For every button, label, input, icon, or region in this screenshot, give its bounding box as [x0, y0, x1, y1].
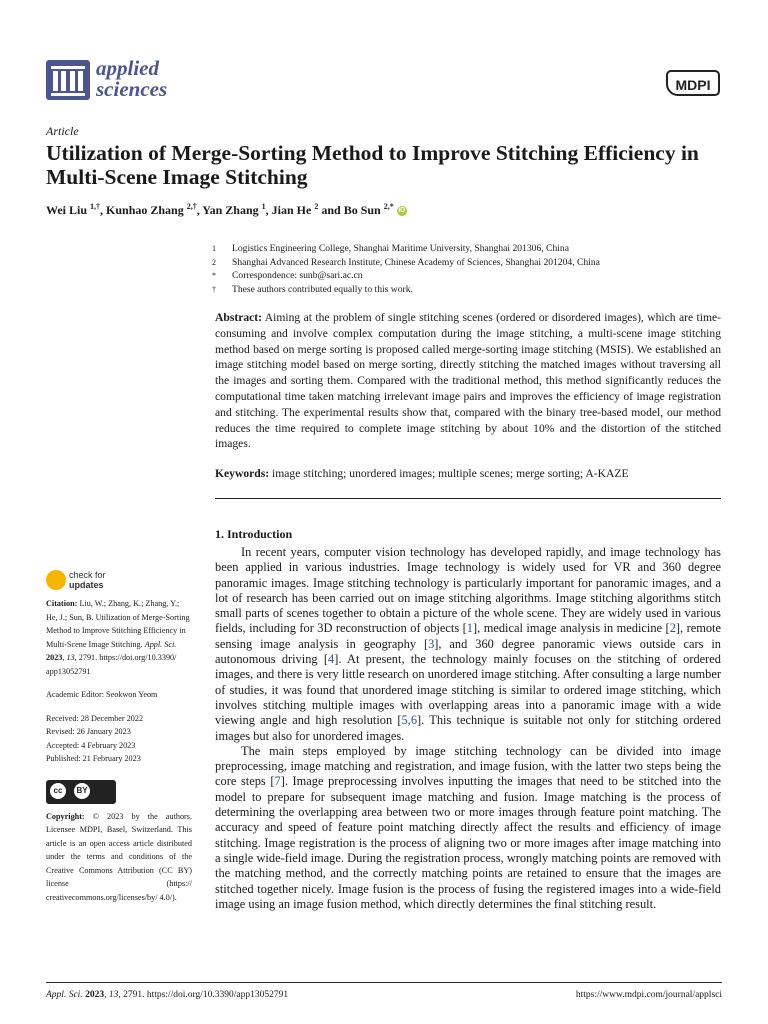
- orcid-icon[interactable]: iD: [398, 207, 406, 215]
- author-name[interactable]: Wei Liu: [46, 203, 88, 217]
- academic-editor: Academic Editor: Seokwon Yeom: [46, 690, 158, 699]
- affiliation-mark: †: [212, 284, 216, 294]
- affiliation-text: Shanghai Advanced Research Institute, Chinese Academy of Sciences, Shanghai 201204, China: [232, 256, 600, 268]
- creative-commons-icon: cc: [50, 783, 66, 799]
- author-name[interactable]: Kunhao Zhang: [106, 203, 184, 217]
- cc-by-license-badge[interactable]: [46, 780, 116, 804]
- footer-citation: Appl. Sci. 2023, 13, 2791. https://doi.org/10.3390/app13052791: [46, 990, 289, 1000]
- journal-url[interactable]: https://www.mdpi.com/journal/applsci: [575, 990, 722, 1000]
- abstract-text: Aiming at the problem of single stitching scenes (ordered or disordered images), which are time-consuming and involve complex computation during the image stitching, a multi-scene image stitching method based on merge sorting is proposed called merge-sorting image stitching (MSIS). We established an image stitching model based on merge sorting, directly stitching the matched images without traversing all the images and sorting them. Compared with the traditional method, this method significantly reduces the computational time taken matching irrelevant image pairs and improves the efficiency of image registration and stitching. The experimental results show that, compared with the binary tree-based model, our method reduces the time required to complete image stitching by about 10% and the distortion of the stitched images.: [215, 311, 721, 451]
- journal-name-line2: sciences: [96, 77, 168, 101]
- text-run: The main steps employed by image stitching technology can be divided into image preprocessing, image matching and registration, and image fusion, with the latter two steps being the core steps [: [215, 743, 721, 789]
- affiliation-item: [212, 256, 722, 270]
- citation-link[interactable]: 7: [274, 774, 281, 789]
- author-separator: ,: [100, 203, 107, 217]
- citation-year: 2023: [46, 653, 63, 662]
- author-separator: ,: [265, 203, 272, 217]
- section-heading-introduction: 1. Introduction: [215, 527, 293, 541]
- received-date: Received: 28 December 2022: [46, 713, 144, 723]
- author-name[interactable]: Yan Zhang: [202, 203, 259, 217]
- published-date: Published: 21 February 2023: [46, 754, 141, 763]
- citation-link[interactable]: 2: [669, 621, 676, 636]
- affiliation-mark: 2: [212, 257, 216, 267]
- footer-volume: 13: [108, 990, 119, 1000]
- author-list: [46, 202, 407, 218]
- footer-doi[interactable]: , 2791. https://doi.org/10.3390/app13052791: [118, 990, 289, 1000]
- paragraph: [215, 744, 721, 912]
- citation-journal: Appl. Sci.: [144, 639, 177, 649]
- article-type: Article: [46, 124, 79, 138]
- affiliations: [212, 242, 722, 296]
- author-name[interactable]: Jian He: [271, 203, 312, 217]
- revised-date: Revised: 26 January 2023: [46, 727, 131, 736]
- author-separator: and: [318, 203, 344, 217]
- sidebar-metadata: [46, 597, 192, 904]
- journal-name: [96, 58, 167, 100]
- copyright-text: © 2023 by the authors. Licensee MDPI, Basel, Switzerland. This article is an open access article distributed under the terms and conditions of the Creative Commons Attribution (CC BY) license (https:// creativecommons.org/licenses/by/ 4.0/).: [46, 811, 192, 902]
- check-updates-line1: check for: [69, 570, 106, 580]
- text-run: ], remote sensing image analysis in geography [: [215, 621, 721, 651]
- citation-link[interactable]: 5,6: [401, 713, 418, 728]
- author-affil-sup: 1: [261, 202, 266, 211]
- author-affil-sup: 2: [314, 202, 319, 211]
- citation-link[interactable]: 3: [428, 636, 435, 651]
- applied-sciences-columns-icon: [46, 60, 90, 100]
- text-run: ], and 360 degree panoramic views outside cars in autonomous driving [: [215, 636, 721, 667]
- author-affil-sup: 1,†: [90, 202, 101, 211]
- author-affil-sup: 2,*: [383, 202, 394, 211]
- text-run: ]. At present, the technology mainly focuses on the stitching of ordered images, and there is very little research on unordered image stitching. After consulting a large number of studies, it was found that unordered image stitching is similar to ordered image stitching, which involves stitching multiple images with overlapping areas into a panoramic image with a wide viewing angle and high resolution [: [215, 652, 721, 728]
- section-divider: [215, 498, 721, 499]
- check-updates-line2: updates: [69, 580, 104, 590]
- correspondence: [212, 269, 722, 283]
- citation-volume: 13: [66, 653, 75, 662]
- citation-doi[interactable]: , 2791. https://doi.org/10.3390/ app13052791: [46, 653, 177, 676]
- check-for-updates-button[interactable]: [46, 568, 136, 594]
- footer-journal: Appl. Sci.: [46, 990, 83, 1000]
- affiliation-mark: *: [212, 271, 216, 280]
- text-run: In recent years, computer vision technology has developed rapidly, and image technology has been applied in various industries. Image technology is widely used for VR and 360 degree panoramic images. Image stitching technology is particularly important for panoramic images, and a lot of research has been carried out on image stitching algorithms. Image stitching algorithms stitch small parts of scenes together to obtain a picture of the whole scene. They are widely used in various fields, including for 3D reconstruction of objects [: [215, 545, 721, 636]
- footer-year: 2023: [85, 990, 105, 1000]
- accepted-date: Accepted: 4 February 2023: [46, 740, 136, 750]
- copyright-label: Copyright:: [46, 811, 85, 821]
- affiliation-item: [212, 242, 722, 256]
- check-updates-label: [69, 570, 106, 590]
- abstract: [215, 310, 721, 452]
- paragraph: [215, 545, 721, 744]
- citation-link[interactable]: 1: [466, 621, 473, 636]
- citation-label: Citation:: [46, 599, 78, 608]
- author-affil-sup: 2,†: [186, 202, 197, 211]
- note-text: These authors contributed equally to this work.: [232, 283, 413, 295]
- journal-name-line1: applied: [96, 56, 159, 80]
- keywords-label: Keywords:: [215, 467, 270, 480]
- footer-divider: [46, 982, 722, 983]
- affiliation-text: Logistics Engineering College, Shanghai Maritime University, Shanghai 201306, China: [232, 243, 569, 254]
- text-run: ], medical image analysis in medicine [: [473, 621, 670, 636]
- keywords-text: image stitching; unordered images; multiple scenes; merge sorting; A-KAZE: [272, 467, 629, 480]
- introduction-body: [215, 545, 721, 912]
- author-separator: ,: [196, 203, 203, 217]
- affiliation-mark: 1: [212, 244, 216, 253]
- mdpi-logo: MDPI: [666, 70, 720, 96]
- equal-contribution-note: [212, 283, 722, 297]
- text-run: ]. Image preprocessing involves inputting the images that need to be stitched into the model to prepare for subsequent image matching and fusion. Image matching is the process of determining the overlapping area between two or more images through feature point matching. The accuracy and speed of feature point matching directly affect the results and efficiency of image stitching. Image registration is the process of aligning two or more images after image matching into a single wide-field image. During the registration process, wrongly matching points are removed with the matching method, and the correctly matching points are retained to ensure that the images are stitched together nicely. Image fusion is the process of fusing the registered images into a wide-field image using an image fusion method, which directly determines the final stitching result.: [215, 774, 721, 911]
- text-run: ]. This technique is suitable not only for stitching ordered images but also for unordered images.: [215, 713, 722, 743]
- copyright-notice: [46, 810, 192, 905]
- abstract-label: Abstract:: [215, 311, 263, 324]
- attribution-icon: BY: [74, 783, 90, 799]
- author-name[interactable]: Bo Sun: [343, 203, 381, 217]
- keywords: [215, 466, 721, 481]
- citation-block: Citation: Liu, W.; Zhang, K.; Zhang, Y.; He, J.; Sun, B. Utilization of Merge-Sorting Method to Improve Stitching Efficiency in Multi-Scene Image Stitching. Appl. Sci. 2023, 13, 2791. https://doi.org/10.3390/ app13052791: [46, 599, 190, 676]
- citation-text: Liu, W.; Zhang, K.; Zhang, Y.; He, J.; Sun, B. Utilization of Merge-Sorting Method to Improve Stitching Efficiency in Multi-Scene Image Stitching.: [46, 599, 190, 649]
- check-updates-icon: [46, 570, 66, 590]
- correspondence-text[interactable]: Correspondence: sunb@sari.ac.cn: [232, 270, 363, 281]
- citation-link[interactable]: 4: [328, 652, 335, 667]
- paper-title: Utilization of Merge-Sorting Method to Improve Stitching Efficiency in Multi-Scene Image Stitching: [46, 141, 699, 189]
